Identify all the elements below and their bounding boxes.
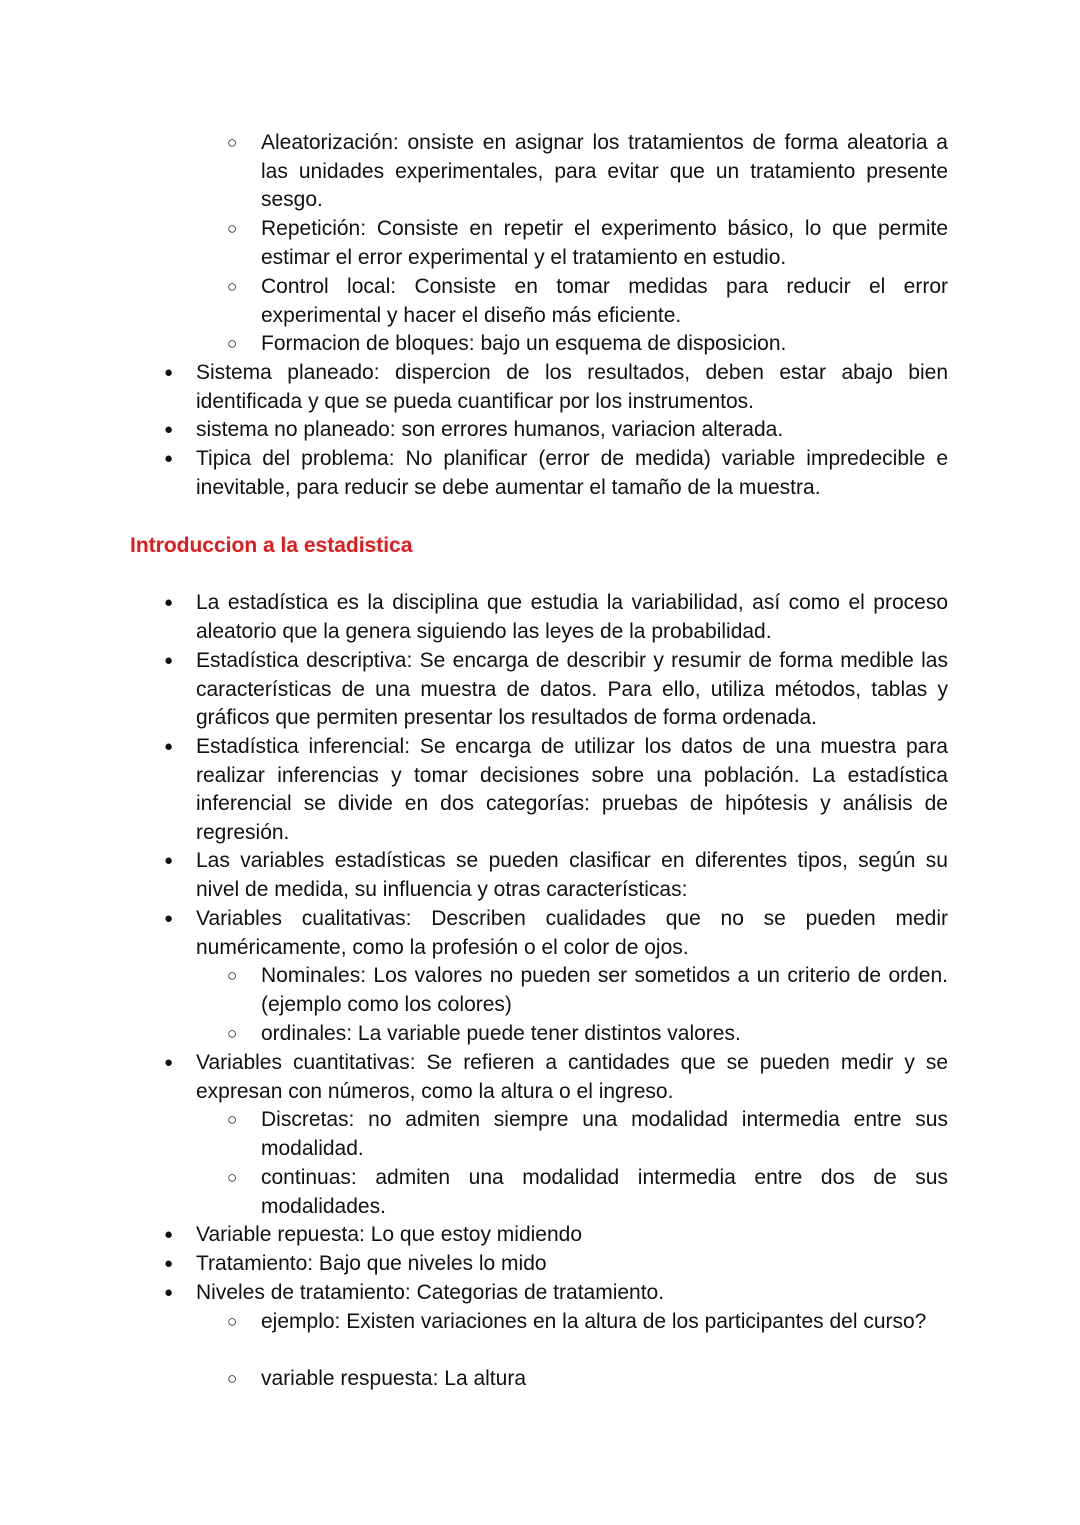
list-item bbox=[196, 733, 948, 848]
hollow-bullet-icon: ○ bbox=[227, 1369, 238, 1388]
list-item-text: Variables cualitativas: Describen cualidades que no se pueden medir numéricamente, como la profesión o el color de ojos. bbox=[196, 907, 948, 959]
bullet-icon: ● bbox=[164, 738, 174, 755]
list-item-text: Formacion de bloques: bajo un esquema de disposicion. bbox=[261, 332, 787, 355]
list-item bbox=[261, 1106, 948, 1163]
hollow-bullet-icon: ○ bbox=[227, 966, 238, 985]
list-item-text: continuas: admiten una modalidad intermedia entre dos de sus modalidades. bbox=[261, 1166, 948, 1218]
list-item-text: Sistema planeado: dispercion de los resultados, deben estar abajo bien identificada y que se pueda cuantificar por los instrumentos. bbox=[196, 361, 948, 413]
list-item-text: Variables cuantitativas: Se refieren a cantidades que se pueden medir y se expresan con números, como la altura o el ingreso. bbox=[196, 1051, 948, 1103]
list-item bbox=[196, 1279, 948, 1308]
bullet-icon: ● bbox=[164, 1226, 174, 1243]
bullet-icon: ● bbox=[164, 421, 174, 438]
hollow-bullet-icon: ○ bbox=[227, 219, 238, 238]
list-item-text: sistema no planeado: son errores humanos, variacion alterada. bbox=[196, 418, 784, 441]
list-item bbox=[261, 1365, 948, 1394]
hollow-bullet-icon: ○ bbox=[227, 277, 238, 296]
section-heading: Introduccion a la estadistica bbox=[130, 534, 413, 557]
list-item bbox=[261, 330, 948, 359]
list-item bbox=[196, 1250, 948, 1279]
hollow-bullet-icon: ○ bbox=[227, 1024, 238, 1043]
list-item-text: La estadística es la disciplina que estudia la variabilidad, así como el proceso aleatorio que la genera siguiendo las leyes de la probabilidad. bbox=[196, 591, 948, 643]
list-item-text: Tratamiento: Bajo que niveles lo mido bbox=[196, 1252, 547, 1275]
list-item-text: Repetición: Consiste en repetir el experimento básico, lo que permite estimar el error experimental y el tratamiento en estudio. bbox=[261, 217, 948, 269]
list-item bbox=[196, 1049, 948, 1106]
bullet-icon: ● bbox=[164, 1284, 174, 1301]
list-item bbox=[196, 905, 948, 962]
hollow-bullet-icon: ○ bbox=[227, 1168, 238, 1187]
list-item bbox=[196, 1221, 948, 1250]
list-item bbox=[261, 1164, 948, 1221]
bullet-icon: ● bbox=[164, 594, 174, 611]
list-item-text: Niveles de tratamiento: Categorias de tratamiento. bbox=[196, 1281, 665, 1304]
list-item-text: Nominales: Los valores no pueden ser sometidos a un criterio de orden. (ejemplo como los colores) bbox=[261, 964, 948, 1016]
list-item bbox=[261, 273, 948, 330]
list-item-text: Aleatorización: onsiste en asignar los tratamientos de forma aleatoria a las unidades experimentales, para evitar que un tratamiento presente sesgo. bbox=[261, 131, 948, 212]
bullet-icon: ● bbox=[164, 852, 174, 869]
list-item-text: Control local: Consiste en tomar medidas para reducir el error experimental y hacer el diseño más eficiente. bbox=[261, 275, 948, 327]
list-item bbox=[196, 416, 948, 445]
hollow-bullet-icon: ○ bbox=[227, 1312, 238, 1331]
list-item bbox=[196, 589, 948, 646]
list-item-text: Variable repuesta: Lo que estoy midiendo bbox=[196, 1223, 583, 1246]
list-item-text: Estadística descriptiva: Se encarga de describir y resumir de forma medible las características de una muestra de datos. Para ello, utiliza métodos, tablas y gráficos que permiten presentar los resultados de forma ordenada. bbox=[196, 649, 948, 730]
bullet-icon: ● bbox=[164, 1054, 174, 1071]
list-item-text: Las variables estadísticas se pueden clasificar en diferentes tipos, según su nivel de medida, su influencia y otras características: bbox=[196, 849, 948, 901]
bullet-icon: ● bbox=[164, 364, 174, 381]
list-item-text: ejemplo: Existen variaciones en la altura de los participantes del curso? bbox=[261, 1310, 927, 1333]
list-item bbox=[196, 445, 948, 502]
list-item-text: Tipica del problema: No planificar (error de medida) variable impredecible e inevitable, para reducir se debe aumentar el tamaño de la muestra. bbox=[196, 447, 948, 499]
hollow-bullet-icon: ○ bbox=[227, 1110, 238, 1129]
list-item bbox=[261, 129, 948, 215]
list-item-text: Discretas: no admiten siempre una modalidad intermedia entre sus modalidad. bbox=[261, 1108, 948, 1160]
list-item bbox=[196, 847, 948, 904]
hollow-bullet-icon: ○ bbox=[227, 133, 238, 152]
bullet-icon: ● bbox=[164, 910, 174, 927]
list-item bbox=[261, 1308, 948, 1337]
list-item bbox=[261, 215, 948, 272]
list-item bbox=[261, 1020, 948, 1049]
bullet-icon: ● bbox=[164, 450, 174, 467]
list-item-text: ordinales: La variable puede tener distintos valores. bbox=[261, 1022, 741, 1045]
bullet-icon: ● bbox=[164, 652, 174, 669]
bullet-icon: ● bbox=[164, 1255, 174, 1272]
list-item bbox=[196, 359, 948, 416]
list-item-text: Estadística inferencial: Se encarga de utilizar los datos de una muestra para realizar inferencias y tomar decisiones sobre una población. La estadística inferencial se divide en dos categorías: pruebas de hipótesis y análisis de regresión. bbox=[196, 735, 948, 845]
hollow-bullet-icon: ○ bbox=[227, 334, 238, 353]
list-item-text: variable respuesta: La altura bbox=[261, 1367, 526, 1390]
list-item bbox=[261, 962, 948, 1019]
list-item bbox=[196, 647, 948, 733]
